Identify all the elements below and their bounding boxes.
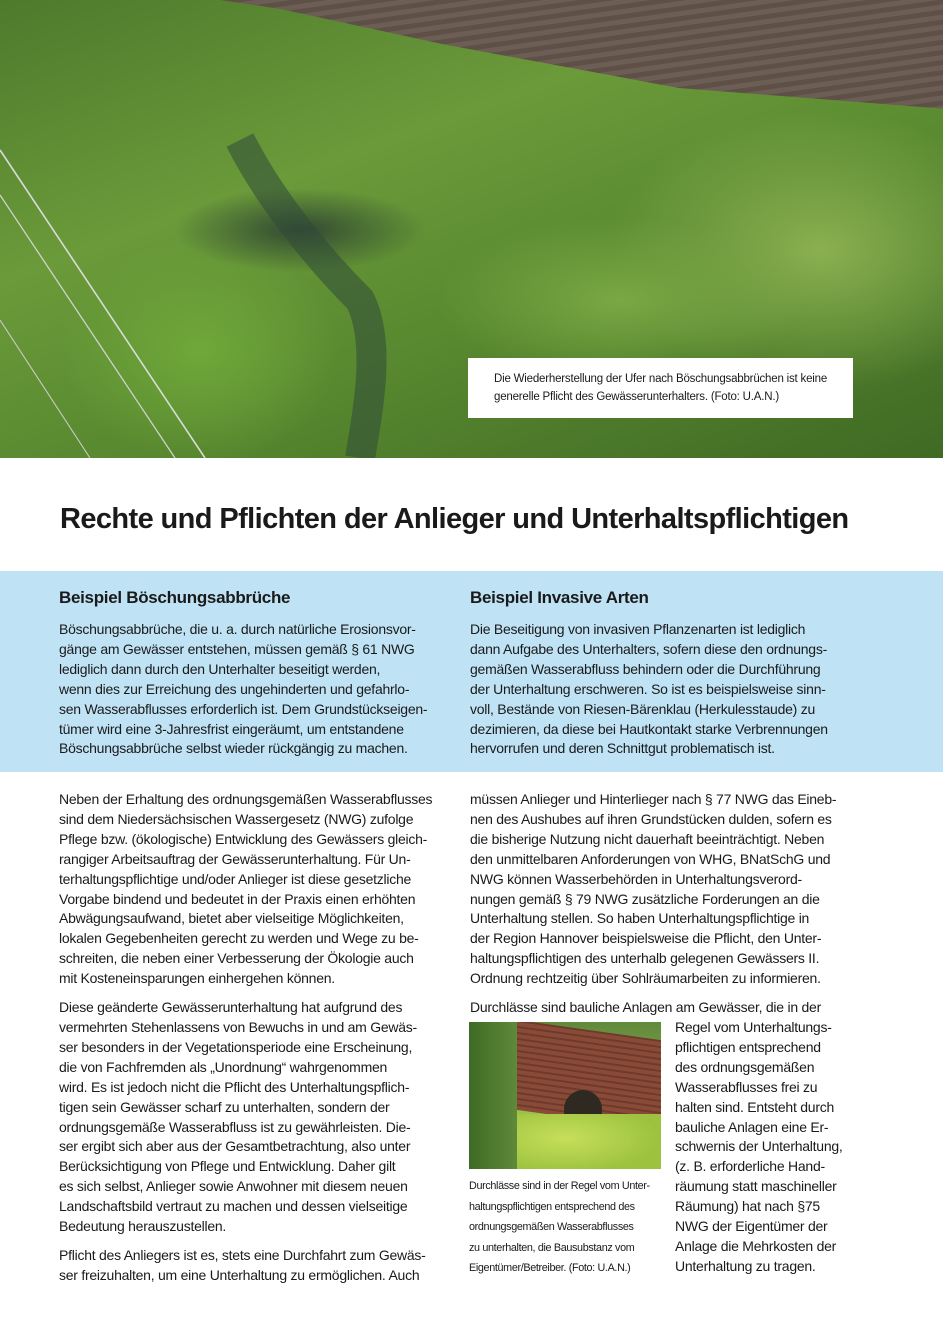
text-line: der Unterhaltung erschweren. So ist es beispielsweise sinn- [470,680,826,697]
text-line: Wasserabflusses frei zu [675,1078,818,1095]
text-line: Neben der Erhaltung des ordnungsgemäßen Wasserabflusses [59,791,433,807]
text-line: Böschungsabbrüche selbst wieder rückgängig zu machen. [59,740,408,757]
info-box-embankment [59,586,449,759]
text-line: ser besonders in der Vegetationsperiode eine Erscheinung, [59,1038,413,1055]
text-line: vermehrten Stehenlassens von Bewuchs in und am Gewäs- [59,1018,417,1035]
body-paragraph [59,1246,459,1286]
text-line: tigen sein Gewässer scharf zu unterhalten, sondern der [59,1098,390,1115]
culvert-caption [469,1176,669,1279]
caption-line: zu unterhalten, die Bausubstanz vom [469,1241,635,1254]
text-line: lediglich dann durch den Unterhalter beseitigt werden, [59,660,381,677]
text-line: Berücksichtigung von Pflege und Entwicklung. Daher gilt [59,1158,396,1175]
body-paragraph [59,998,459,1237]
text-line: (z. B. erforderliche Hand- [675,1158,825,1175]
text-line: Unterhaltung stellen. So haben Unterhaltungspflichtige in [470,910,810,927]
text-line: Abwägungsaufwand, bietet aber vielseitige Möglichkeiten, [59,910,404,927]
text-line: NWG der Eigentümer der [675,1218,828,1235]
text-line: hervorrufen und deren Schnittgut problematisch ist. [470,740,775,757]
text-line: dezimieren, da diese bei Hautkontakt starke Verbrennungen [470,720,828,737]
text-line: ser freizuhalten, um eine Unterhaltung zu ermöglichen. Auch [59,1266,420,1283]
body-paragraph [675,1018,885,1277]
text-line: wird. Es ist jedoch nicht die Pflicht des Unterhaltungspflich- [59,1078,410,1095]
caption-line: haltungspflichtigen entsprechend des [469,1200,635,1213]
hero-photo [0,0,943,458]
text-line: Regel vom Unterhaltungs- [675,1019,832,1035]
text-line: Vorgabe bindend und bedeutet in der Praxis einen erhöhten [59,890,416,907]
text-line: voll, Bestände von Riesen-Bärenklau (Herkulesstaude) zu [470,700,815,717]
text-line: rangiger Arbeitsauftrag der Gewässerunterhaltung. Für Un- [59,850,411,867]
text-line: Ordnung rechtzeitig über Sohlräumarbeiten zu informieren. [470,970,821,987]
hero-caption-line: generelle Pflicht des Gewässerunterhalters. (Foto: U.A.N.) [494,391,779,403]
text-line: den unmittelbaren Anforderungen von WHG, BNatSchG und [470,850,831,867]
text-line: der Region Hannover beispielsweise die Pflicht, den Unter- [470,930,822,947]
text-line: halten sind. Entsteht durch [675,1098,835,1115]
text-line: lokalen Gegebenheiten gerecht zu werden und Wege zu be- [59,930,419,947]
text-line: Durchlässe sind bauliche Anlagen am Gewässer, die in der [470,999,821,1016]
info-box-invasive-species [470,586,870,759]
text-line: des ordnungsgemäßen [675,1058,815,1075]
text-line: dann Aufgabe des Unterhalters, sofern diese den ordnungs- [470,640,828,657]
info-box-text [470,620,870,759]
text-line: terhaltungspflichtige und/oder Anlieger ist diese gesetzliche [59,870,412,887]
text-line: sind dem Niedersächsischen Wassergesetz (NWG) zufolge [59,810,414,827]
bank-vegetation [469,1022,517,1169]
caption-line: Eigentümer/Betreiber. (Foto: U.A.N.) [469,1262,631,1275]
text-line: sen Wasserabflusses erforderlich ist. Dem Grundstückseigen- [59,700,428,717]
info-box-text [59,620,449,759]
text-line: müssen Anlieger und Hinterlieger nach § 77 NWG das Eineb- [470,791,837,807]
text-line: Pflicht des Anliegers ist es, stets eine Durchfahrt zum Gewäs- [59,1246,426,1263]
text-line: gemäßen Wasserabfluss behindern oder die Durchführung [470,660,821,677]
text-line: haltungspflichtigen des unterhalb gelegenen Gewässers II. [470,950,820,967]
text-line: wenn dies zur Erreichung des ungehinderten und gefahrlo- [59,680,410,697]
text-line: schreiten, die neben einer Verbesserung der Ökologie auch [59,950,414,967]
body-paragraph-lead [470,998,870,1018]
text-line: tümer wird eine 3-Jahresfrist eingeräumt, um entstandene [59,720,404,737]
caption-line: ordnungsgemäßen Wasserabflusses [469,1221,634,1234]
culvert-side-text [675,1018,885,1277]
text-line: Landschaftsbild vertraut zu machen und dessen vielseitige [59,1198,408,1215]
text-line: ordnungsgemäße Wasserabfluss ist zu gewährleisten. Die- [59,1118,411,1135]
text-line: die von Fachfremden als „Unordnung“ wahrgenommen [59,1058,388,1075]
hero-caption [468,358,853,418]
hero-caption-line: Die Wiederherstellung der Ufer nach Böschungsabbrüchen ist keine [494,373,828,385]
text-line: Bedeutung herauszustellen. [59,1218,227,1235]
text-line: Unterhaltung zu tragen. [675,1257,816,1274]
page-title: Rechte und Pflichten der Anlieger und Unterhaltspflichtigen [60,503,849,535]
text-line: Anlage die Mehrkosten der [675,1237,837,1254]
culvert-photo [469,1022,661,1169]
body-paragraph [59,790,459,989]
body-paragraph [470,790,870,989]
text-line: nungen gemäß § 79 NWG zusätzliche Forderungen an die [470,890,820,907]
text-line: mit Kosteneinsparungen einhergehen können. [59,970,335,987]
text-line: bauliche Anlagen eine Er- [675,1118,829,1135]
text-line: gänge am Gewässer entstehen, müssen gemäß § 61 NWG [59,640,415,657]
text-line: die bisherige Nutzung nicht dauerhaft beeinträchtigt. Neben [470,830,825,847]
text-line: Pflege bzw. (ökologische) Entwicklung des Gewässers gleich- [59,830,428,847]
body-column-right [470,790,870,1018]
text-line: Die Beseitigung von invasiven Pflanzenarten ist lediglich [470,621,806,637]
text-line: NWG können Wasserbehörden in Unterhaltungsverord- [470,870,802,887]
body-column-left [59,790,459,1295]
text-line: Räumung) hat nach §75 [675,1198,820,1215]
info-box-heading: Beispiel Böschungsabbrüche [59,588,291,607]
text-line: räumung statt maschineller [675,1178,837,1195]
text-line: schwernis der Unterhaltung, [675,1138,843,1155]
text-line: nen des Aushubes auf ihren Grundstücken dulden, sofern es [470,810,832,827]
caption-line: Durchlässe sind in der Regel vom Unter- [469,1180,650,1192]
text-line: pflichtigen entsprechend [675,1038,821,1055]
text-line: es sich selbst, Anlieger sowie Anwohner mit diesem neuen [59,1178,408,1195]
info-box-heading: Beispiel Invasive Arten [470,588,649,607]
text-line: Diese geänderte Gewässerunterhaltung hat aufgrund des [59,999,403,1016]
text-line: Böschungsabbrüche, die u. a. durch natürliche Erosionsvor- [59,621,416,637]
text-line: ser ergibt sich aber aus der Gesamtbetrachtung, also unter [59,1138,411,1155]
